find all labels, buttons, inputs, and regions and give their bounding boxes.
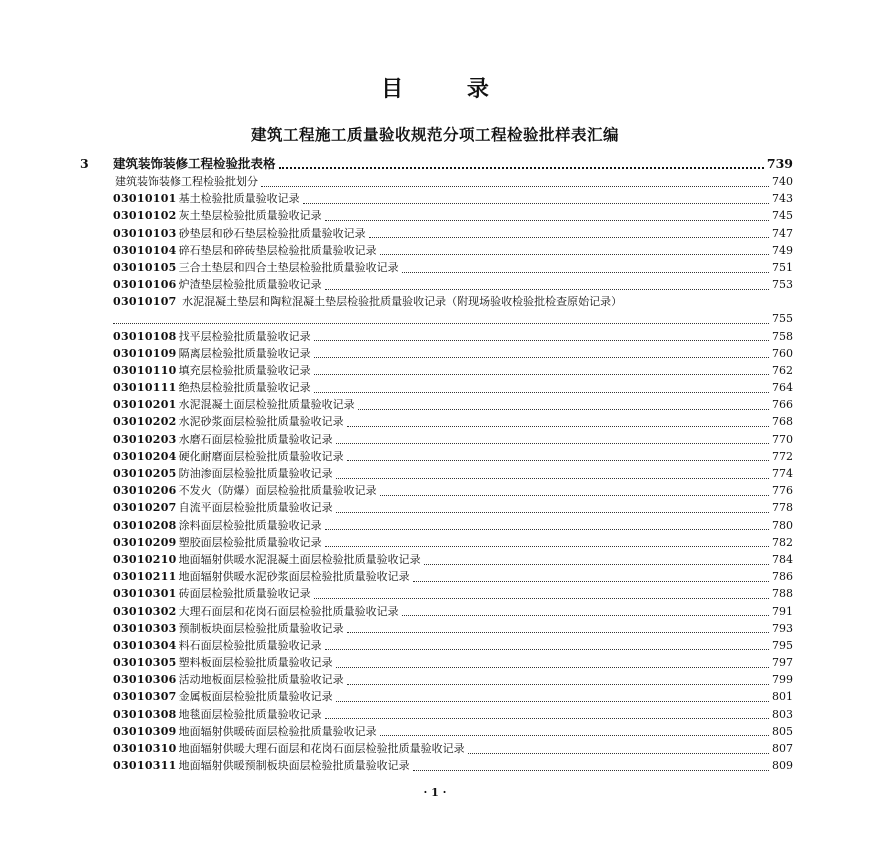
- document-subtitle: 建筑工程施工质量验收规范分项工程检验批样表汇编: [250, 126, 619, 144]
- entry-page: 753: [772, 278, 793, 292]
- dot-leader: [325, 219, 769, 221]
- entry-page: 786: [772, 570, 793, 584]
- toc-entries-after: [80, 328, 793, 775]
- entry-page: 774: [772, 467, 793, 480]
- toc-entry[interactable]: [80, 534, 793, 551]
- dot-leader: [380, 253, 769, 255]
- dot-leader: [336, 666, 769, 668]
- entry-code: 03010210: [113, 552, 177, 566]
- entry-code: 03010109: [113, 346, 177, 360]
- dot-leader: [402, 271, 769, 273]
- entry-label: 活动地板面层检验批质量验收记录: [178, 673, 344, 687]
- dot-leader: [380, 494, 769, 496]
- toc-section-row[interactable]: [80, 154, 793, 173]
- entry-label: 塑胶面层检验批质量验收记录: [178, 535, 322, 549]
- toc-entry[interactable]: [80, 637, 793, 654]
- entry-page: 791: [772, 604, 793, 618]
- entry-label: 自流平面层检验批质量验收记录: [178, 501, 333, 515]
- entry-label: 大理石面层和花岗石面层检验批质量验收记录: [178, 604, 399, 618]
- entry-label: 塑料板面层检验批质量验收记录: [178, 656, 333, 670]
- entry-code: 03010111: [113, 381, 177, 395]
- entry-label: 基土检验批质量验收记录: [178, 192, 300, 206]
- toc-entry[interactable]: [80, 499, 793, 516]
- dot-leader: [413, 769, 769, 771]
- entry-code: 03010207: [113, 501, 177, 515]
- entry-label: 三合土垫层和四合土垫层检验批质量验收记录: [178, 260, 399, 274]
- entry-code: 03010305: [113, 656, 177, 670]
- entry-label: 地面辐射供暖水泥混凝土面层检验批质量验收记录: [178, 552, 421, 566]
- entry-label: 地面辐射供暖砖面层检验批质量验收记录: [178, 724, 377, 738]
- dot-leader: [325, 648, 769, 650]
- dot-leader: [336, 511, 769, 513]
- toc-entry[interactable]: [80, 482, 793, 499]
- entry-code: 03010310: [113, 742, 177, 755]
- dot-leader: [413, 580, 769, 582]
- dot-leader: [347, 683, 769, 685]
- dot-leader: [325, 528, 769, 530]
- entry-page: 780: [772, 518, 793, 532]
- entry-label: 水泥混凝土面层检验批质量验收记录: [178, 398, 355, 412]
- dot-leader: [424, 563, 769, 565]
- entry-label: 找平层检验批质量验收记录: [178, 329, 311, 343]
- entry-label: 碎石垫层和碎砖垫层检验批质量验收记录: [178, 243, 377, 257]
- entry-code: 03010302: [113, 604, 177, 618]
- dot-leader: [347, 459, 769, 461]
- entry-page: 788: [772, 587, 793, 601]
- dot-leader: [369, 236, 769, 238]
- toc-entry[interactable]: [80, 242, 793, 259]
- entry-code: 03010104: [113, 243, 177, 257]
- dot-leader: [314, 391, 769, 393]
- entry-page: 751: [772, 260, 793, 274]
- toc-entry[interactable]: [80, 603, 793, 620]
- toc-entry[interactable]: [80, 568, 793, 585]
- dot-leader: [468, 752, 769, 754]
- entry-page: 760: [772, 346, 793, 360]
- entry-page: 778: [772, 501, 793, 515]
- entry-page: 755: [772, 312, 793, 326]
- entry-label: 水磨石面层检验批质量验收记录: [178, 432, 333, 446]
- dot-leader: [347, 631, 769, 633]
- dot-leader: [402, 614, 769, 616]
- entry-code: 03010208: [113, 518, 177, 532]
- toc-entry[interactable]: [80, 431, 793, 448]
- entry-page: 764: [772, 381, 793, 395]
- entry-label: 绝热层检验批质量验收记录: [178, 381, 311, 395]
- dot-leader: [261, 185, 769, 187]
- toc-entry[interactable]: [80, 413, 793, 430]
- entry-page: 795: [772, 638, 793, 652]
- entry-label: 金属板面层检验批质量验收记录: [178, 690, 333, 704]
- entry-page: 805: [772, 724, 793, 738]
- toc-entry[interactable]: [80, 396, 793, 413]
- entry-label: 地面辐射供暖水泥砂浆面层检验批质量验收记录: [178, 570, 410, 584]
- entry-code: 03010204: [113, 449, 177, 463]
- entry-page: 782: [772, 535, 793, 549]
- entry-code: 03010205: [113, 467, 177, 480]
- toc-entry[interactable]: [80, 757, 793, 774]
- entry-label: 地毯面层检验批质量验收记录: [178, 707, 322, 721]
- section-label: 建筑装饰装修工程检验批表格: [113, 156, 276, 171]
- dot-leader: [325, 717, 769, 719]
- entry-label: 料石面层检验批质量验收记录: [178, 638, 322, 652]
- entry-label: 防油渗面层检验批质量验收记录: [178, 467, 333, 480]
- entry-page: 793: [772, 621, 793, 635]
- dot-leader: [336, 442, 769, 444]
- entry-page: 772: [772, 449, 793, 463]
- entry-code: 03010211: [113, 570, 177, 584]
- entry-page: 758: [772, 329, 793, 343]
- toc-entry[interactable]: [80, 362, 793, 379]
- entry-code: 03010209: [113, 535, 177, 549]
- entry-page: 776: [772, 484, 793, 498]
- entry-code: 03010201: [113, 398, 177, 412]
- entry-label: 涂料面层检验批质量验收记录: [178, 518, 322, 532]
- toc-entry[interactable]: [80, 706, 793, 723]
- entry-page: 743: [772, 192, 793, 206]
- entry-label: 灰土垫层检验批质量验收记录: [178, 209, 322, 223]
- entry-page: 770: [772, 432, 793, 446]
- toc-entry[interactable]: [80, 207, 793, 224]
- toc-wrapped-entry[interactable]: [80, 293, 793, 310]
- dot-leader: [380, 734, 769, 736]
- entry-page: 766: [772, 398, 793, 412]
- entry-label: 炉渣垫层检验批质量验收记录: [178, 278, 322, 292]
- dot-leader: [303, 202, 769, 204]
- entry-label: 硬化耐磨面层检验批质量验收记录: [178, 449, 344, 463]
- entry-code: 03010206: [113, 484, 177, 498]
- dot-leader: [336, 477, 769, 479]
- entry-code: 03010202: [113, 415, 177, 429]
- toc-entry[interactable]: [80, 723, 793, 740]
- entry-code: 03010303: [113, 621, 177, 635]
- toc-entry[interactable]: [80, 585, 793, 602]
- entry-label: 填充层检验批质量验收记录: [178, 363, 311, 377]
- entry-page: 740: [772, 175, 793, 188]
- document-title: 目 录: [381, 77, 517, 102]
- dot-leader: [358, 408, 769, 410]
- toc-entry[interactable]: [80, 517, 793, 534]
- dot-leader: [314, 373, 769, 375]
- entry-page: 784: [772, 552, 793, 566]
- entry-code: 03010106: [113, 278, 177, 292]
- section-page: 739: [766, 156, 793, 171]
- entry-label: 水泥混凝土垫层和陶粒混凝土垫层检验批质量验收记录（附现场验收检验批检查原始记录）: [182, 295, 623, 309]
- toc-entry[interactable]: [80, 465, 793, 482]
- entry-code: 03010105: [113, 260, 177, 274]
- toc-entry[interactable]: [80, 448, 793, 465]
- dot-leader: [336, 700, 769, 702]
- entry-code: 03010110: [113, 363, 177, 377]
- toc-entry[interactable]: [80, 173, 793, 190]
- entry-code: 03010309: [113, 724, 177, 738]
- toc-entry[interactable]: [80, 345, 793, 362]
- toc-entry[interactable]: [80, 259, 793, 276]
- entry-page: 797: [772, 656, 793, 670]
- toc-entry[interactable]: [80, 328, 793, 345]
- toc-entry[interactable]: [80, 688, 793, 705]
- entry-code: 03010306: [113, 673, 177, 687]
- entry-label: 不发火（防爆）面层检验批质量验收记录: [178, 484, 377, 498]
- entry-label: 预制板块面层检验批质量验收记录: [178, 621, 344, 635]
- dot-leader: [325, 288, 769, 290]
- toc-entry[interactable]: [80, 654, 793, 671]
- entry-code: 03010308: [113, 707, 177, 721]
- entry-label: 砂垫层和砂石垫层检验批质量验收记录: [178, 226, 366, 240]
- entry-page: 768: [772, 415, 793, 429]
- entry-code: 03010101: [113, 192, 177, 206]
- entry-page: 799: [772, 673, 793, 687]
- entry-label: 砖面层检验批质量验收记录: [178, 587, 311, 601]
- page-number: · 1 ·: [423, 786, 447, 799]
- entry-code: 03010301: [113, 587, 177, 601]
- entry-page: 803: [772, 707, 793, 721]
- entry-page: 762: [772, 363, 793, 377]
- dot-leader: [314, 339, 769, 341]
- dot-leader: [279, 166, 764, 169]
- toc-entry[interactable]: [80, 225, 793, 242]
- entry-label: 隔离层检验批质量验收记录: [178, 346, 311, 360]
- dot-leader: [347, 425, 769, 427]
- toc-entry[interactable]: [80, 620, 793, 637]
- entry-code: 03010107: [113, 295, 177, 309]
- toc-entry[interactable]: [80, 740, 793, 757]
- entry-code: 03010311: [113, 759, 177, 773]
- toc-entries-before: [80, 173, 793, 293]
- toc-entry[interactable]: [80, 379, 793, 396]
- dot-leader: [325, 545, 769, 547]
- dot-leader: [314, 356, 769, 358]
- section-number: 3: [80, 156, 89, 171]
- entry-label: 水泥砂浆面层检验批质量验收记录: [178, 415, 344, 429]
- entry-page: 747: [772, 226, 793, 240]
- entry-page: 801: [772, 690, 793, 704]
- entry-page: 809: [772, 759, 793, 773]
- dot-leader: [113, 322, 769, 324]
- entry-code: 03010307: [113, 690, 177, 704]
- entry-label: 地面辐射供暖大理石面层和花岗石面层检验批质量验收记录: [178, 742, 465, 755]
- entry-code: 03010108: [113, 329, 177, 343]
- toc-entry[interactable]: [80, 190, 793, 207]
- entry-page: 749: [772, 243, 793, 257]
- toc-entry[interactable]: [80, 671, 793, 688]
- entry-code: 03010103: [113, 226, 177, 240]
- toc-entry[interactable]: [80, 276, 793, 293]
- entry-page: 807: [772, 742, 793, 755]
- toc-entry[interactable]: [80, 551, 793, 568]
- dot-leader: [314, 597, 769, 599]
- entry-code: 03010304: [113, 638, 177, 652]
- entry-code: 03010102: [113, 209, 177, 223]
- entry-page: 745: [772, 209, 793, 223]
- entry-code: 03010203: [113, 432, 177, 446]
- table-of-contents: [80, 154, 793, 774]
- entry-label: 建筑装饰装修工程检验批划分: [115, 175, 258, 188]
- toc-wrapped-entry-continuation[interactable]: [80, 310, 793, 327]
- entry-label: 地面辐射供暖预制板块面层检验批质量验收记录: [178, 759, 410, 773]
